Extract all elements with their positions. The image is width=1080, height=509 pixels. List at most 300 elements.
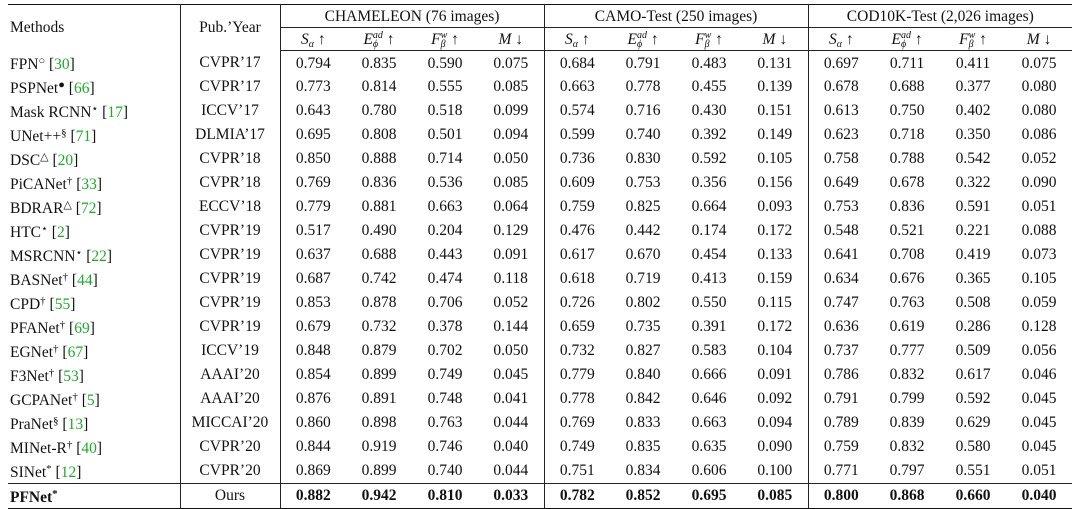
table-row [8, 459, 1072, 484]
method-marker: △ [40, 150, 49, 163]
metric-value-cell: 0.891 [361, 390, 397, 408]
metric-value-cell: 0.836 [361, 174, 397, 192]
metric-value-cell: 0.133 [742, 243, 808, 267]
metric-value-cell: 0.046 [1021, 366, 1057, 384]
metric-value-cell: 0.697 [823, 54, 859, 72]
citation-ref: 44 [77, 271, 93, 289]
method-marker: † [48, 366, 55, 379]
metric-value-cell: 0.882 [280, 483, 346, 508]
metric-value-cell: 0.033 [478, 483, 544, 508]
method-marker: ⋆ [41, 222, 48, 235]
metric-value-cell: 0.663 [427, 198, 463, 216]
metric-superscript: ad [900, 30, 911, 42]
metric-value-cell: 0.085 [478, 171, 544, 195]
metric-value-cell: 0.059 [1021, 294, 1057, 312]
pub-year-cell: ICCV’19 [180, 339, 280, 363]
metric-superscript: ad [372, 30, 383, 42]
citation-ref: 33 [81, 175, 97, 193]
metric-value-cell: 0.128 [1021, 318, 1057, 336]
metric-value-cell: 0.850 [295, 150, 331, 168]
metric-value-cell: 0.508 [955, 294, 991, 312]
metric-value-cell: 0.129 [478, 219, 544, 243]
citation-ref: 40 [81, 439, 97, 457]
method-name-cell: Mask RCNN⋆ [17] [8, 99, 180, 123]
method-name-cell: BDRAR△ [72] [8, 195, 180, 219]
method-name: SINet [10, 463, 47, 481]
metric-value-cell: 0.827 [625, 342, 661, 360]
method-name-cell: PiCANet† [33] [8, 171, 180, 195]
pub-year-cell: CVPR’18 [180, 171, 280, 195]
metric-subscript: ϕ [636, 39, 643, 51]
metric-value-cell: 0.759 [559, 198, 595, 216]
metric-value-cell: 0.580 [955, 438, 991, 456]
metric-value-cell: 0.780 [361, 102, 397, 120]
metric-value-cell: 0.045 [1021, 414, 1057, 432]
metric-value-cell: 0.391 [691, 318, 727, 336]
method-marker: † [66, 174, 73, 187]
metric-value-cell: 0.583 [691, 342, 727, 360]
metric-value-cell: 0.844 [295, 438, 331, 456]
metric-value-cell: 0.679 [295, 318, 331, 336]
method-name: F3Net [10, 367, 49, 385]
method-marker: § [53, 414, 59, 427]
metric-value-cell: 0.876 [295, 390, 331, 408]
metric-value-cell: 0.748 [427, 390, 463, 408]
metric-value-cell: 0.094 [478, 123, 544, 147]
method-name: MSRCNN [10, 247, 76, 265]
citation-ref: 69 [74, 319, 90, 337]
metric-symbol: M [1026, 30, 1040, 48]
method-name: DSC [10, 151, 41, 169]
method-marker: § [61, 126, 67, 139]
metric-value-cell: 0.521 [889, 222, 925, 240]
metric-value-cell: 0.808 [361, 126, 397, 144]
method-name: GCPANet [10, 391, 73, 409]
metric-arrow: ↓ [1043, 30, 1052, 48]
metric-value-cell: 0.888 [361, 150, 397, 168]
metric-value-cell: 0.769 [559, 414, 595, 432]
metric-arrow: ↓ [779, 30, 788, 48]
metric-value-cell: 0.736 [559, 150, 595, 168]
metric-value-cell: 0.763 [427, 414, 463, 432]
metric-value-cell: 0.204 [427, 222, 463, 240]
metric-value-cell: 0.799 [889, 390, 925, 408]
metric-value-cell: 0.174 [691, 222, 727, 240]
metric-value-cell: 0.548 [823, 222, 859, 240]
pub-year-cell: Ours [180, 483, 280, 508]
metric-value-cell: 0.131 [742, 51, 808, 75]
metric-value-cell: 0.635 [691, 438, 727, 456]
method-name: HTC [10, 223, 41, 241]
method-marker: † [59, 318, 66, 331]
metric-value-cell: 0.574 [559, 102, 595, 120]
metric-value-cell: 0.044 [478, 459, 544, 484]
metric-superscript: w [440, 30, 448, 42]
metric-value-cell: 0.088 [1021, 222, 1057, 240]
table-row [8, 147, 1072, 171]
metric-value-cell: 0.151 [742, 99, 808, 123]
metric-value-cell: 0.040 [1006, 483, 1072, 508]
metric-value-cell: 0.052 [1021, 150, 1057, 168]
metric-value-cell: 0.045 [1021, 438, 1057, 456]
citation-ref: 71 [75, 127, 92, 145]
metric-value-cell: 0.629 [955, 414, 991, 432]
citation-ref: 12 [60, 463, 77, 481]
pub-year-cell: CVPR’17 [180, 75, 280, 99]
metric-value-cell: 0.786 [823, 366, 859, 384]
metric-value-cell: 0.619 [889, 318, 925, 336]
metric-header-cell [280, 28, 346, 51]
metric-value-cell: 0.684 [559, 54, 595, 72]
metric-value-cell: 0.056 [1021, 342, 1057, 360]
metric-value-cell: 0.378 [427, 318, 463, 336]
metric-value-cell: 0.794 [295, 54, 331, 72]
metric-header-cell [808, 28, 874, 51]
metric-value-cell: 0.483 [691, 54, 727, 72]
dataset-header-chameleon: CHAMELEON (76 images) [280, 5, 544, 28]
metric-value-cell: 0.869 [295, 462, 331, 480]
metric-value-cell: 0.666 [691, 366, 727, 384]
method-marker: ⋆ [91, 102, 99, 115]
metric-value-cell: 0.617 [955, 366, 991, 384]
metric-value-cell: 0.740 [625, 126, 661, 144]
metric-value-cell: 0.678 [889, 174, 925, 192]
metric-value-cell: 0.474 [427, 270, 463, 288]
metric-value-cell: 0.144 [478, 315, 544, 339]
method-name-cell: MSRCNN⋆ [22] [8, 243, 180, 267]
metric-value-cell: 0.075 [478, 51, 544, 75]
metric-value-cell: 0.536 [427, 174, 463, 192]
metric-symbol: E [891, 30, 901, 48]
table-row [8, 75, 1072, 99]
metric-value-cell: 0.802 [625, 294, 661, 312]
method-name: FPN [10, 55, 39, 73]
metric-value-cell: 0.080 [1021, 78, 1057, 96]
pub-year-cell: CVPR’19 [180, 315, 280, 339]
table-row [8, 315, 1072, 339]
metric-value-cell: 0.044 [478, 411, 544, 435]
metric-arrow: ↓ [515, 30, 524, 48]
metric-value-cell: 0.322 [955, 174, 991, 192]
metric-value-cell: 0.688 [889, 78, 925, 96]
method-name-cell: FPN○ [30] [8, 51, 180, 75]
pub-year-cell: CVPR’17 [180, 51, 280, 75]
metric-value-cell: 0.085 [742, 483, 808, 508]
metric-value-cell: 0.606 [691, 462, 727, 480]
metric-value-cell: 0.636 [823, 318, 859, 336]
metric-value-cell: 0.779 [295, 198, 331, 216]
metric-symbol: S [300, 30, 309, 48]
method-name: PiCANet [10, 175, 67, 193]
metric-value-cell: 0.919 [361, 438, 397, 456]
citation-ref: 20 [57, 151, 74, 169]
metric-arrow: ↑ [715, 30, 723, 48]
citation-ref: 30 [54, 55, 70, 73]
metric-value-cell: 0.411 [955, 54, 991, 72]
metric-value-cell: 0.714 [427, 150, 463, 168]
metric-value-cell: 0.099 [478, 99, 544, 123]
table-row [8, 435, 1072, 459]
metric-symbol: M [498, 30, 512, 48]
metric-value-cell: 0.455 [691, 78, 727, 96]
metric-value-cell: 0.753 [823, 198, 859, 216]
method-marker: † [66, 438, 73, 451]
method-name: CPD [10, 295, 41, 313]
metric-value-cell: 0.751 [559, 462, 595, 480]
metric-value-cell: 0.118 [478, 267, 544, 291]
metric-value-cell: 0.749 [559, 438, 595, 456]
pub-year-cell: CVPR’18 [180, 147, 280, 171]
metric-arrow: ↑ [581, 30, 590, 48]
table-row [8, 267, 1072, 291]
metric-arrow: ↑ [650, 30, 659, 48]
metric-value-cell: 0.419 [955, 246, 991, 264]
metric-value-cell: 0.094 [742, 411, 808, 435]
metric-value-cell: 0.899 [361, 366, 397, 384]
metric-value-cell: 0.634 [823, 270, 859, 288]
pub-year-cell: CVPR’19 [180, 291, 280, 315]
citation-ref: 17 [107, 103, 123, 121]
metric-value-cell: 0.476 [559, 222, 595, 240]
citation-ref: 72 [80, 199, 97, 217]
metric-value-cell: 0.830 [625, 150, 661, 168]
metric-value-cell: 0.732 [361, 318, 397, 336]
method-name-cell: F3Net† [53] [8, 363, 180, 387]
method-marker: △ [63, 198, 72, 211]
metric-subscript: α [836, 39, 842, 51]
metric-value-cell: 0.771 [823, 462, 859, 480]
citation-ref: 22 [91, 247, 107, 265]
method-name-cell: HTC⋆ [2] [8, 219, 180, 243]
pub-year-cell: CVPR’20 [180, 459, 280, 484]
table-row [8, 123, 1072, 147]
metric-symbol: F [959, 30, 969, 48]
metric-value-cell: 0.591 [955, 198, 991, 216]
metric-value-cell: 0.735 [625, 318, 661, 336]
citation-ref: 53 [63, 367, 79, 385]
metric-value-cell: 0.041 [478, 387, 544, 411]
metric-value-cell: 0.100 [742, 459, 808, 484]
metric-value-cell: 0.623 [823, 126, 859, 144]
metric-value-cell: 0.687 [295, 270, 331, 288]
metric-header-cell [1006, 28, 1072, 51]
metric-value-cell: 0.454 [691, 246, 727, 264]
table-row [8, 363, 1072, 387]
metric-value-cell: 0.742 [361, 270, 397, 288]
metric-value-cell: 0.800 [808, 483, 874, 508]
metric-value-cell: 0.643 [295, 102, 331, 120]
metric-value-cell: 0.430 [691, 102, 727, 120]
metric-symbol: E [363, 30, 373, 48]
method-marker: † [53, 342, 59, 355]
metric-arrow: ↑ [914, 30, 923, 48]
metric-value-cell: 0.732 [559, 342, 595, 360]
metric-value-cell: 0.090 [1021, 174, 1057, 192]
metric-value-cell: 0.618 [559, 270, 595, 288]
metric-value-cell: 0.773 [295, 78, 331, 96]
metric-value-cell: 0.898 [361, 414, 397, 432]
metric-subscript: α [308, 39, 314, 51]
metric-value-cell: 0.797 [889, 462, 925, 480]
metric-value-cell: 0.172 [742, 219, 808, 243]
metric-value-cell: 0.085 [478, 75, 544, 99]
metric-arrow: ↑ [386, 30, 395, 48]
metric-value-cell: 0.853 [295, 294, 331, 312]
metric-symbol: S [828, 30, 837, 48]
metric-value-cell: 0.840 [625, 366, 661, 384]
metric-header-cell [610, 28, 676, 51]
metric-value-cell: 0.791 [823, 390, 859, 408]
metric-value-cell: 0.769 [295, 174, 331, 192]
method-name: BASNet [10, 271, 63, 289]
metric-value-cell: 0.641 [823, 246, 859, 264]
table-row [8, 387, 1072, 411]
metric-value-cell: 0.064 [478, 195, 544, 219]
metric-superscript: w [968, 30, 976, 42]
metric-value-cell: 0.365 [955, 270, 991, 288]
metric-value-cell: 0.149 [742, 123, 808, 147]
metric-value-cell: 0.746 [427, 438, 463, 456]
pub-year-cell: ICCV’17 [180, 99, 280, 123]
metric-value-cell: 0.702 [427, 342, 463, 360]
metric-value-cell: 0.719 [625, 270, 661, 288]
citation-ref: 55 [54, 295, 71, 313]
metric-value-cell: 0.881 [361, 198, 397, 216]
metric-value-cell: 0.842 [625, 390, 661, 408]
metric-value-cell: 0.664 [691, 198, 727, 216]
metric-value-cell: 0.660 [940, 483, 1006, 508]
metric-value-cell: 0.617 [559, 246, 595, 264]
metric-value-cell: 0.542 [955, 150, 991, 168]
metric-symbol: F [695, 30, 705, 48]
method-marker: † [40, 294, 46, 307]
metric-value-cell: 0.740 [427, 462, 463, 480]
metric-value-cell: 0.835 [361, 54, 397, 72]
metric-value-cell: 0.852 [610, 483, 676, 508]
metric-value-cell: 0.778 [559, 390, 595, 408]
method-marker: † [72, 390, 78, 403]
metric-header-cell [346, 28, 412, 51]
results-table [8, 4, 1072, 509]
metric-value-cell: 0.592 [955, 390, 991, 408]
metric-value-cell: 0.749 [427, 366, 463, 384]
metric-value-cell: 0.825 [625, 198, 661, 216]
metric-value-cell: 0.716 [625, 102, 661, 120]
table-row [8, 51, 1072, 75]
method-name-cell: EGNet† [67] [8, 339, 180, 363]
metric-symbol: E [627, 30, 637, 48]
dataset-header-camo: CAMO-Test (250 images) [544, 5, 808, 28]
metric-header-cell [676, 28, 742, 51]
metric-value-cell: 0.788 [889, 150, 925, 168]
method-marker: ○ [38, 54, 46, 67]
metric-value-cell: 0.649 [823, 174, 859, 192]
metric-header-cell [544, 28, 610, 51]
metric-value-cell: 0.105 [742, 147, 808, 171]
metric-value-cell: 0.392 [691, 126, 727, 144]
metric-value-cell: 0.442 [625, 222, 661, 240]
metric-value-cell: 0.737 [823, 342, 859, 360]
table-row [8, 171, 1072, 195]
pub-year-cell: CVPR’20 [180, 435, 280, 459]
citation-ref: 5 [86, 391, 95, 409]
metric-value-cell: 0.868 [874, 483, 940, 508]
metric-header-cell [412, 28, 478, 51]
metric-value-cell: 0.839 [889, 414, 925, 432]
pub-year-cell: CVPR’19 [180, 219, 280, 243]
metric-value-cell: 0.402 [955, 102, 991, 120]
metric-value-cell: 0.045 [478, 363, 544, 387]
metric-subscript: ϕ [900, 39, 907, 51]
citation-ref: 13 [67, 415, 84, 433]
metric-value-cell: 0.350 [955, 126, 991, 144]
method-name-cell: PFANet† [69] [8, 315, 180, 339]
metric-value-cell: 0.718 [889, 126, 925, 144]
pub-year-cell: ECCV’18 [180, 195, 280, 219]
metric-value-cell: 0.670 [625, 246, 661, 264]
metric-value-cell: 0.551 [955, 462, 991, 480]
metric-value-cell: 0.075 [1021, 54, 1057, 72]
metric-value-cell: 0.688 [361, 246, 397, 264]
table-row [8, 219, 1072, 243]
method-name-cell: CPD† [55] [8, 291, 180, 315]
metric-subscript: ϕ [372, 39, 379, 51]
metric-value-cell: 0.052 [478, 291, 544, 315]
col-header-pub-year: Pub.’Year [180, 5, 280, 51]
metric-value-cell: 0.778 [625, 78, 661, 96]
metric-value-cell: 0.518 [427, 102, 463, 120]
metric-value-cell: 0.663 [691, 414, 727, 432]
metric-value-cell: 0.156 [742, 171, 808, 195]
metric-subscript: β [704, 39, 710, 51]
metric-symbol: F [431, 30, 441, 48]
method-marker: † [62, 270, 69, 283]
metric-value-cell: 0.356 [691, 174, 727, 192]
metric-value-cell: 0.139 [742, 75, 808, 99]
method-marker: * [52, 487, 58, 500]
metric-superscript: ad [636, 30, 647, 42]
method-name: UNet++ [10, 127, 62, 145]
metric-symbol: S [564, 30, 573, 48]
metric-value-cell: 0.501 [427, 126, 463, 144]
metric-superscript: w [704, 30, 712, 42]
method-name-cell: MINet-R† [40] [8, 435, 180, 459]
metric-value-cell: 0.377 [955, 78, 991, 96]
metric-value-cell: 0.104 [742, 339, 808, 363]
metric-value-cell: 0.789 [823, 414, 859, 432]
metric-value-cell: 0.695 [295, 126, 331, 144]
metric-symbol: M [762, 30, 776, 48]
metric-value-cell: 0.517 [295, 222, 331, 240]
metric-value-cell: 0.832 [889, 438, 925, 456]
metric-value-cell: 0.286 [955, 318, 991, 336]
metric-value-cell: 0.509 [955, 342, 991, 360]
method-name: EGNet [10, 343, 54, 361]
metric-value-cell: 0.763 [889, 294, 925, 312]
metric-value-cell: 0.708 [889, 246, 925, 264]
metric-value-cell: 0.115 [742, 291, 808, 315]
metric-value-cell: 0.590 [427, 54, 463, 72]
method-name: PSPNet [10, 79, 59, 97]
citation-ref: 2 [56, 223, 65, 241]
table-body [8, 51, 1072, 509]
metric-value-cell: 0.854 [295, 366, 331, 384]
metric-value-cell: 0.860 [295, 414, 331, 432]
metric-value-cell: 0.759 [823, 438, 859, 456]
metric-value-cell: 0.836 [889, 198, 925, 216]
metric-value-cell: 0.550 [691, 294, 727, 312]
metric-value-cell: 0.092 [742, 387, 808, 411]
